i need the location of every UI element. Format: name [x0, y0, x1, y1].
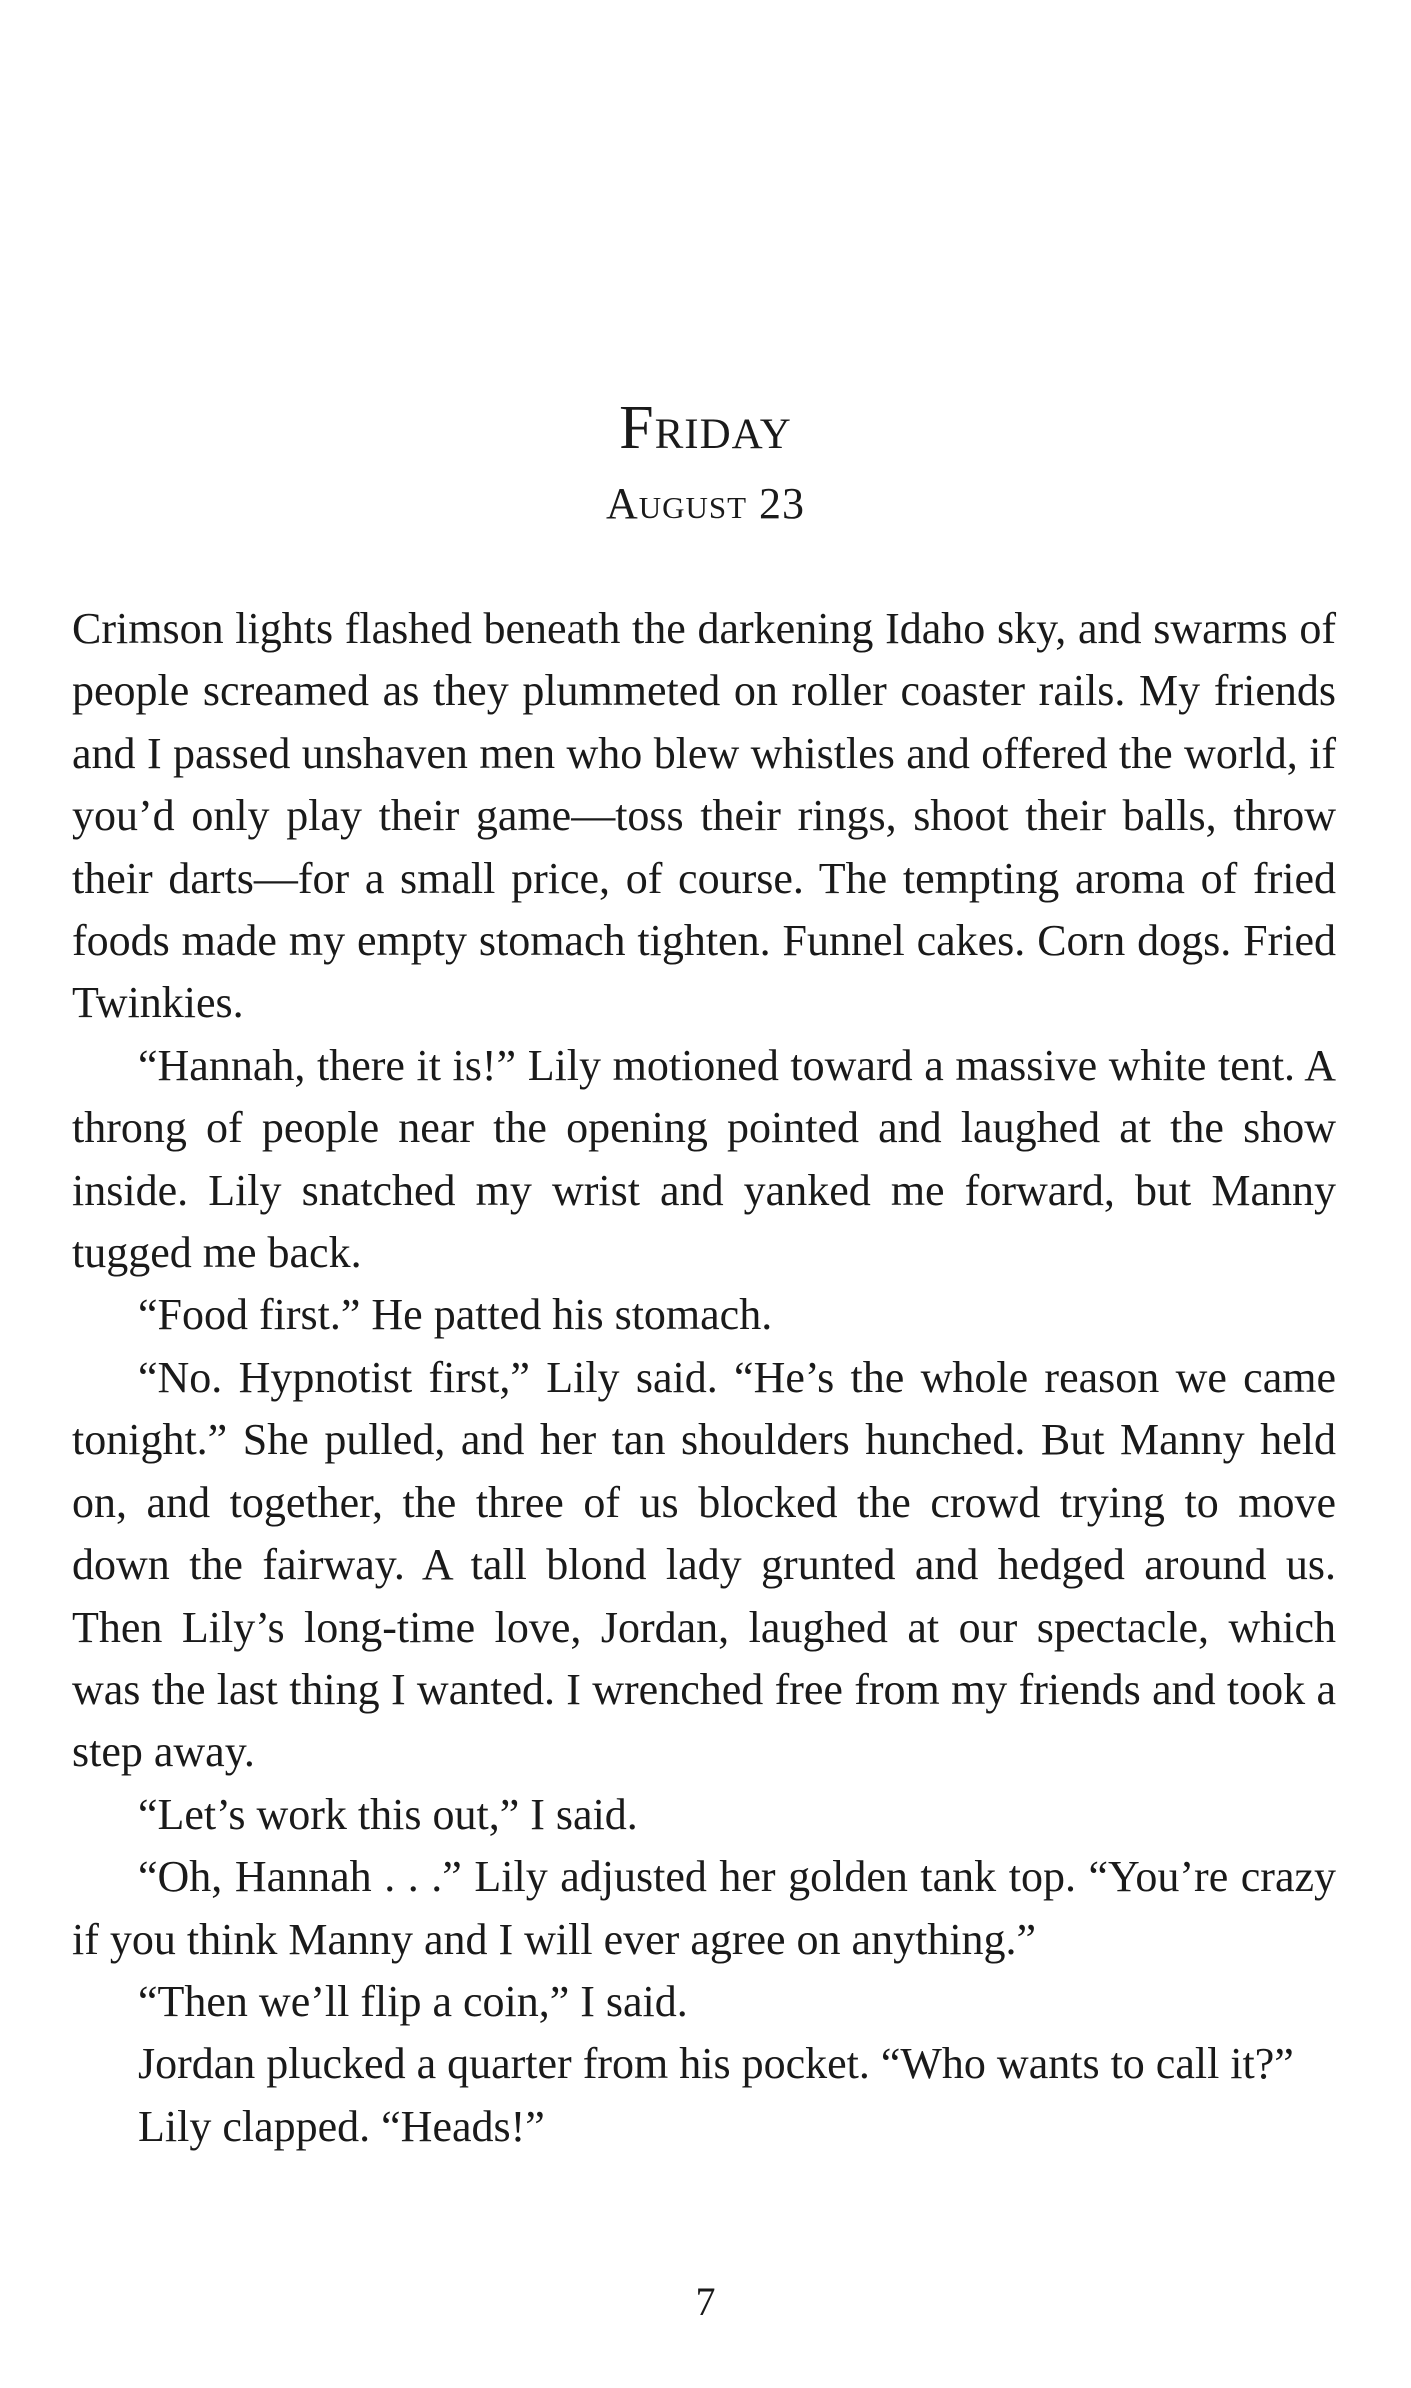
paragraph-3: “Food first.” He patted his stomach. [138, 1290, 773, 1340]
paragraph-9: Lily clapped. “Heads!” [138, 2101, 545, 2151]
paragraph-6: “Oh, Hannah . . .” Lily adjusted her golden tank top. “You’re crazy if you think Manny and I will ever agree on anything.” [72, 1852, 1336, 1964]
paragraph-8: Jordan plucked a quarter from his pocket. “Who wants to call it?” [138, 2039, 1294, 2089]
paragraph-7: “Then we’ll flip a coin,” I said. [138, 1976, 688, 2026]
page-number: 7 [695, 2279, 716, 2324]
body-text [72, 598, 1336, 2158]
chapter-title: Friday [619, 394, 792, 462]
paragraph-5: “Let’s work this out,” I said. [138, 1789, 638, 1839]
paragraph-4: “No. Hypnotist first,” Lily said. “He’s the whole reason we came tonight.” She pulled, and her tan shoulders hunched. But Manny held on, and together, the three of us blocked the crowd trying to move down the fairway. A tall blond lady grunted and hedged around us. Then Lily’s long-time love, Jordan, laughed at our spectacle, which was the last thing I wanted. I wrenched free from my friends and took a step away. [72, 1352, 1336, 1777]
paragraph-2: “Hannah, there it is!” Lily motioned toward a massive white tent. A throng of people near the opening pointed and laughed at the show inside. Lily snatched my wrist and yanked me forward, but Manny tugged me back. [72, 1040, 1336, 1278]
chapter-date: August 23 [605, 479, 806, 528]
paragraph-1: Crimson lights flashed beneath the darkening Idaho sky, and swarms of people screamed as they plummeted on roller coaster rails. My friends and I passed unshaven men who blew whistles and offered the world, if you’d only play their game—toss their rings, shoot their balls, throw their darts—for a small price, of course. The tempting aroma of fried foods made my empty stomach tighten. Funnel cakes. Corn dogs. Fried Twinkies. [72, 604, 1336, 1028]
